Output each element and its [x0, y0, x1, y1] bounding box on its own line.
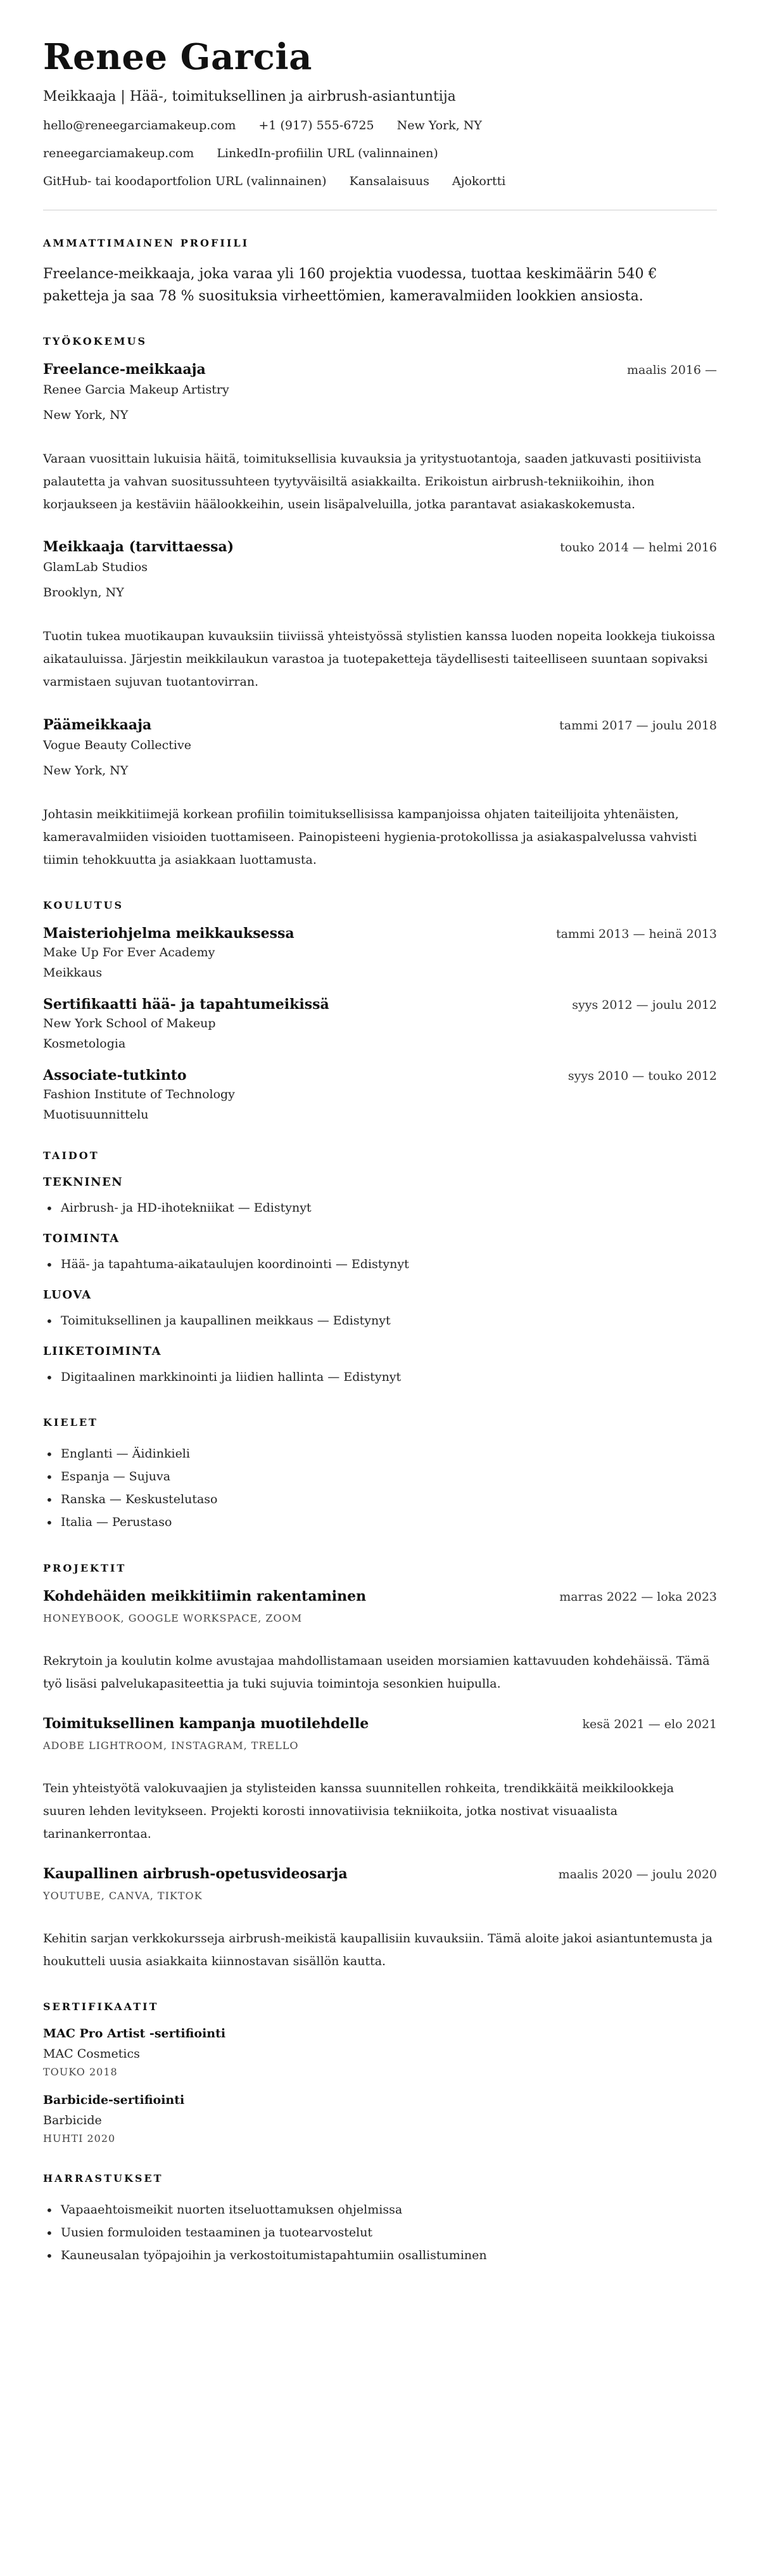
- certificate-issuer: MAC Cosmetics: [43, 2047, 140, 2061]
- language-item: • Espanja — Sujuva: [43, 1465, 717, 1488]
- skill-item: • Digitaalinen markkinointi ja liidien hallinta — Edistynyt: [43, 1366, 717, 1388]
- skill-category: LIIKETOIMINTA: [43, 1345, 162, 1359]
- project-entry: [43, 1866, 717, 1973]
- certificate-entry: [43, 2093, 717, 2144]
- project-date: marras 2022 — loka 2023: [559, 1589, 717, 1604]
- hobbies-section: [43, 2172, 717, 2267]
- projects-section: [43, 1562, 717, 1973]
- profile-section: [43, 237, 717, 307]
- skill-item: • Toimituksellinen ja kaupallinen meikkaus — Edistynyt: [43, 1309, 717, 1332]
- certificate-entry: [43, 2027, 717, 2078]
- project-date: maalis 2020 — joulu 2020: [558, 1868, 717, 1882]
- headline: Meikkaaja | Hää-, toimituksellinen ja airbrush-asiantuntija: [43, 88, 456, 105]
- school-name: New York School of Makeup: [43, 1016, 216, 1030]
- education-date: syys 2010 — touko 2012: [567, 1068, 717, 1083]
- section-title: KIELET: [43, 1416, 98, 1429]
- location: New York, NY: [396, 118, 482, 132]
- experience-entry: [43, 361, 717, 516]
- degree-title: Maisteriohjelma meikkauksessa: [43, 925, 294, 942]
- skills-section: [43, 1150, 717, 1388]
- degree-title: Sertifikaatti hää- ja tapahtumeikissä: [43, 996, 329, 1013]
- job-description: Varaan vuosittain lukuisia häitä, toimituksellisia kuvauksia ja yritystuotantoja, saaden jatkuvasti positiivista palautetta ja vahvan suositussuhteen tyytyväisiltä asiakkailta. Erikoistun airbrush-tekniikoihin, ihon korjaukseen ja kestäviin häälookkeihin, usein lisäpalveluilla, jotka parantavat asiakaskokemusta.: [43, 451, 702, 512]
- education-date: tammi 2013 — heinä 2013: [555, 926, 717, 941]
- project-description: Tein yhteistyötä valokuvaajien ja stylisteiden kanssa suunnitellen rohkeita, trendikkäitä meikkilookkeja suuren lehden levitykseen. Projekti korosti innovatiivisia tekniikoita, jotka nostivat visuaalista tarinankerrontaa.: [43, 1781, 674, 1841]
- company-name: GlamLab Studios: [43, 560, 148, 575]
- project-entry: [43, 1588, 717, 1695]
- certificate-date: TOUKO 2018: [43, 2066, 118, 2079]
- experience-section: [43, 335, 717, 871]
- project-date: kesä 2021 — elo 2021: [582, 1717, 717, 1731]
- drivers-license: Ajokortti: [452, 174, 506, 188]
- language-item: • Italia — Perustaso: [43, 1511, 717, 1534]
- job-title: Meikkaaja (tarvittaessa): [43, 539, 234, 556]
- project-title: Kaupallinen airbrush-opetusvideosarja: [43, 1866, 348, 1883]
- job-date: touko 2014 — helmi 2016: [560, 541, 717, 555]
- language-item: • Englanti — Äidinkieli: [43, 1442, 717, 1465]
- hobby-item: • Uusien formuloiden testaaminen ja tuotearvostelut: [43, 2221, 717, 2244]
- certificate-issuer: Barbicide: [43, 2113, 102, 2128]
- field-of-study: Meikkaus: [43, 965, 103, 980]
- skill-category: TEKNINEN: [43, 1175, 124, 1189]
- skill-group: [43, 1288, 717, 1332]
- degree-title: Associate-tutkinto: [43, 1067, 187, 1084]
- company-name: Vogue Beauty Collective: [43, 738, 191, 752]
- project-title: Kohdehäiden meikkitiimin rakentaminen: [43, 1587, 367, 1605]
- section-title: KOULUTUS: [43, 899, 124, 911]
- section-title: TYÖKOKEMUS: [43, 335, 147, 347]
- website-link[interactable]: reneegarciamakeup.com: [43, 146, 194, 160]
- project-description: Rekrytoin ja koulutin kolme avustajaa mahdollistamaan useiden morsiamien kattavuuden kohdehäissä. Tämä työ lisäsi palvelukapasiteettia ja tuki sujuvia toimintoja sesonkien huipulla.: [43, 1653, 710, 1691]
- project-tools: ADOBE LIGHTROOM, INSTAGRAM, TRELLO: [43, 1739, 299, 1752]
- field-of-study: Kosmetologia: [43, 1036, 126, 1051]
- contact-row-3: [43, 174, 717, 188]
- certificate-name: MAC Pro Artist -sertifiointi: [43, 2027, 226, 2041]
- email-link[interactable]: hello@reneegarciamakeup.com: [43, 118, 236, 132]
- languages-section: [43, 1416, 717, 1534]
- certificate-date: HUHTI 2020: [43, 2132, 116, 2145]
- skill-group: [43, 1345, 717, 1388]
- skill-item: • Airbrush- ja HD-ihotekniikat — Edistynyt: [43, 1196, 717, 1219]
- job-location: Brooklyn, NY: [43, 586, 124, 600]
- candidate-name: Renee Garcia: [43, 36, 312, 78]
- school-name: Make Up For Ever Academy: [43, 945, 215, 959]
- citizenship: Kansalaisuus: [349, 174, 429, 188]
- job-description: Tuotin tukea muotikaupan kuvauksiin tiiviissä yhteistyössä stylistien kanssa luoden nopeita lookkeja tiukoissa aikatauluissa. Järjestin meikkilaukun varastoa ja tuotepaketteja täydellisesti taiteelliseen suuntaan sopivaksi varmistaen sujuvan tuotantovirran.: [43, 629, 716, 689]
- job-title: Freelance-meikkaaja: [43, 361, 206, 378]
- hobby-item: • Vapaaehtoismeikit nuorten itseluottamuksen ohjelmissa: [43, 2198, 717, 2221]
- job-location: New York, NY: [43, 407, 129, 422]
- job-location: New York, NY: [43, 763, 129, 778]
- linkedin-link[interactable]: LinkedIn-profiilin URL (valinnainen): [217, 146, 438, 160]
- section-title: TAIDOT: [43, 1149, 99, 1162]
- project-description: Kehitin sarjan verkkokursseja airbrush-meikistä kaupallisiin kuvauksiin. Tämä aloite jakoi asiantuntemusta ja houkutteli uusia asiakkaita kiinnostavan sisällön kautta.: [43, 1932, 712, 1969]
- section-title: HARRASTUKSET: [43, 2172, 163, 2185]
- job-date: maalis 2016 —: [626, 362, 717, 377]
- hobby-item: • Kauneusalan työpajoihin ja verkostoitumistapahtumiin osallistuminen: [43, 2244, 717, 2267]
- job-date: tammi 2017 — joulu 2018: [559, 718, 717, 733]
- contact-row-1: [43, 119, 717, 132]
- skill-category: LUOVA: [43, 1288, 92, 1302]
- certificate-name: Barbicide-sertifiointi: [43, 2093, 185, 2108]
- education-entry: [43, 1067, 717, 1122]
- education-entry: [43, 996, 717, 1051]
- project-entry: [43, 1715, 717, 1845]
- phone-number[interactable]: +1 (917) 555-6725: [258, 118, 374, 132]
- school-name: Fashion Institute of Technology: [43, 1087, 235, 1101]
- education-date: syys 2012 — joulu 2012: [572, 997, 717, 1012]
- education-section: [43, 899, 717, 1122]
- experience-entry: [43, 717, 717, 871]
- company-name: Renee Garcia Makeup Artistry: [43, 382, 229, 397]
- section-title: PROJEKTIT: [43, 1561, 127, 1574]
- project-title: Toimituksellinen kampanja muotilehdelle: [43, 1715, 369, 1732]
- education-entry: [43, 925, 717, 980]
- skill-category: TOIMINTA: [43, 1231, 120, 1245]
- language-item: • Ranska — Keskustelutaso: [43, 1488, 717, 1511]
- field-of-study: Muotisuunnittelu: [43, 1107, 149, 1122]
- github-link[interactable]: GitHub- tai koodaportfolion URL (valinnainen): [43, 174, 327, 188]
- project-tools: HONEYBOOK, GOOGLE WORKSPACE, ZOOM: [43, 1612, 303, 1624]
- profile-text: Freelance-meikkaaja, joka varaa yli 160 projektia vuodessa, tuottaa keskimäärin 540 € paketteja ja saa 78 % suosituksia virheettömien, kameravalmiiden lookkien ansiosta.: [43, 266, 657, 304]
- project-tools: YOUTUBE, CANVA, TIKTOK: [43, 1890, 203, 1902]
- contact-row-2: [43, 146, 717, 160]
- skill-group: [43, 1176, 717, 1219]
- job-description: Johtasin meikkitiimejä korkean profiilin toimituksellisissa kampanjoissa ohjaten taiteilijoita yhtenäisten, kameravalmiiden visioiden tuottamiseen. Painopisteeni hygienia-protokollissa ja asiakaspalvelussa vahvisti tiimin tehokkuutta ja asiakkaan luottamusta.: [43, 807, 697, 867]
- job-title: Päämeikkaaja: [43, 716, 152, 733]
- skill-item: • Hää- ja tapahtuma-aikataulujen koordinointi — Edistynyt: [43, 1253, 717, 1276]
- section-title: SERTIFIKAATIT: [43, 2001, 159, 2013]
- resume-header: [43, 38, 717, 188]
- skill-group: [43, 1232, 717, 1276]
- section-title: AMMATTIMAINEN PROFIILI: [43, 236, 250, 249]
- certificates-section: [43, 2001, 717, 2144]
- experience-entry: [43, 539, 717, 693]
